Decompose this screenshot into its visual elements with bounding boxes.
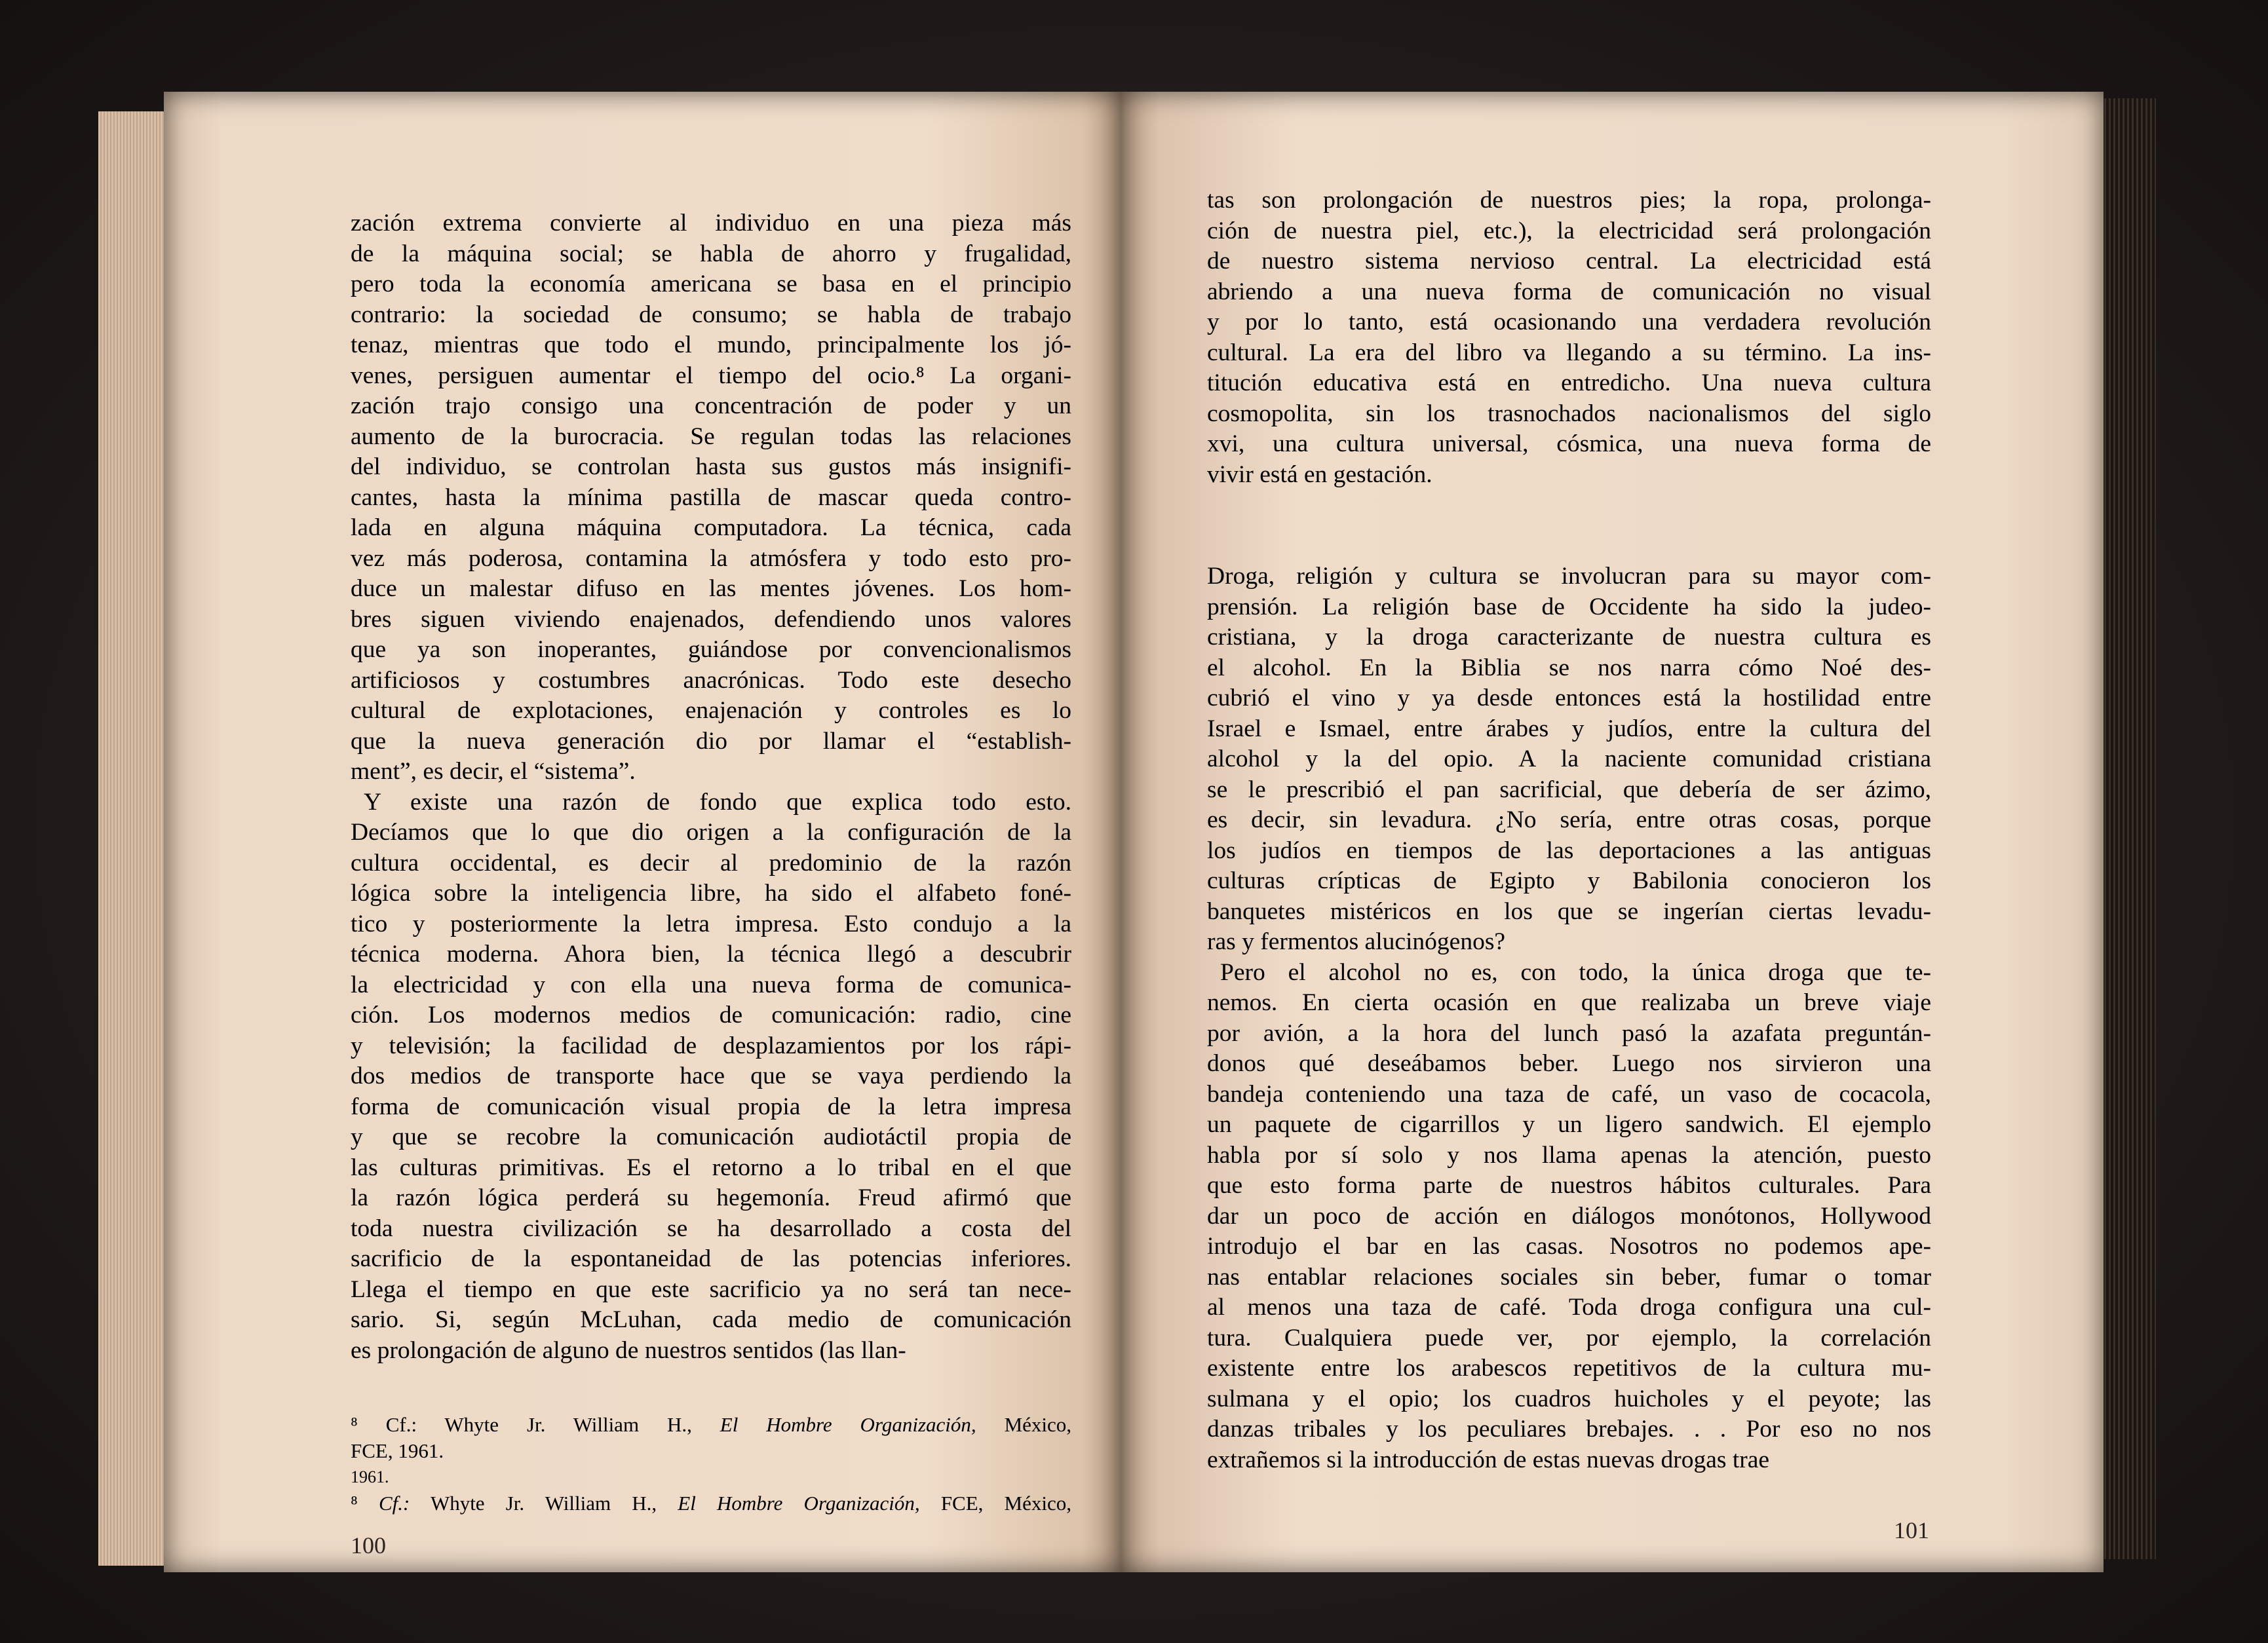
text-line: los judíos en tiempos de las deportaciones a las antiguas	[1207, 837, 1931, 864]
text-line: al menos una taza de café. Toda droga configura una cul-	[1207, 1294, 1931, 1321]
text-line: tura. Cualquiera puede ver, por ejemplo, la correlación	[1207, 1324, 1931, 1351]
text-line: y que se recobre la comunicación audiotáctil propia de	[351, 1124, 1071, 1150]
footnote-2: ⁸ Cf.: Whyte Jr. William H., El Hombre Organización, FCE, México,	[351, 1492, 1072, 1515]
text-line: culturas crípticas de Egipto y Babilonia conocieron los	[1207, 867, 1931, 894]
text-line: existente entre los arabescos repetitivos de la cultura mu-	[1207, 1355, 1931, 1382]
text-line: aumento de la burocracia. Se regulan todas las relaciones	[351, 423, 1071, 450]
footnote-stray-text: 1961.	[351, 1467, 389, 1486]
text-line: alcohol y la del opio. A la naciente comunidad cristiana	[1207, 746, 1931, 772]
right-page-body-top	[1207, 185, 1931, 490]
page-edges-left	[98, 111, 170, 1566]
text-line: es decir, sin levadura. ¿No sería, entre otras cosas, porque	[1207, 806, 1931, 833]
text-line: habla por sí solo y nos llama apenas la atención, puesto	[1207, 1141, 1931, 1169]
page-number-left: 100	[351, 1532, 386, 1558]
text-line: la electricidad y con ella una nueva forma de comunica-	[351, 971, 1071, 998]
text-line: las culturas primitivas. Es el retorno a lo tribal en el que	[351, 1154, 1071, 1181]
text-line: Y existe una razón de fondo que explica todo esto.	[364, 788, 1071, 816]
page-number-right: 101	[1894, 1517, 1929, 1543]
text-line: cantes, hasta la mínima pastilla de mascar queda contro-	[351, 483, 1071, 511]
text-line: de la máquina social; se habla de ahorro y frugalidad,	[351, 240, 1071, 267]
text-line: lógica sobre la inteligencia libre, ha sido el alfabeto foné-	[351, 880, 1071, 907]
text-line: danzas tribales y los peculiares brebajes. . . Por eso no nos	[1207, 1416, 1931, 1443]
text-line: sario. Si, según McLuhan, cada medio de comunicación	[351, 1306, 1071, 1333]
text-line: sacrificio de la espontaneidad de las potencias inferiores.	[351, 1245, 1071, 1272]
text-line: ción de nuestra piel, etc.), la electricidad será prolongación	[1207, 217, 1931, 244]
text-line: venes, persiguen aumentar el tiempo del ocio.⁸ La organi-	[351, 362, 1071, 389]
text-line: pero toda la economía americana se basa en el principio	[351, 271, 1071, 297]
text-line: y por lo tanto, está ocasionando una verdadera revolución	[1207, 309, 1931, 335]
text-line: sulmana y el opio; los cuadros huicholes y el peyote; las	[1207, 1385, 1931, 1412]
text-line: el alcohol. En la Biblia se nos narra cómo Noé des-	[1207, 654, 1931, 681]
text-line: extrañemos si la introducción de estas nuevas drogas trae	[1207, 1446, 1770, 1473]
text-line: contrario: la sociedad de consumo; se habla de trabajo	[351, 301, 1071, 328]
page-edges-right	[2097, 98, 2156, 1559]
text-line: ment”, es decir, el “sistema”.	[351, 758, 636, 785]
text-line: dar un poco de acción en diálogos monótonos, Hollywood	[1207, 1202, 1931, 1230]
text-line: lada en alguna máquina computadora. La técnica, cada	[351, 514, 1071, 541]
text-line: que esto forma parte de nuestros hábitos culturales. Para	[1207, 1172, 1931, 1199]
text-line: xvi, una cultura universal, cósmica, una nueva forma de	[1207, 430, 1931, 457]
text-line: tenaz, mientras que todo el mundo, principalmente los jó-	[351, 331, 1071, 358]
text-line: técnica moderna. Ahora bien, la técnica llegó a descubrir	[351, 941, 1071, 968]
text-line: cultural. La era del libro va llegando a su término. La ins-	[1207, 339, 1931, 366]
text-line: donos qué deseábamos beber. Luego nos sirvieron una	[1207, 1050, 1931, 1077]
text-line: ras y fermentos alucinógenos?	[1207, 928, 1506, 955]
footnote-1: ⁸ Cf.: Whyte Jr. William H., El Hombre Organización, México,	[351, 1413, 1072, 1436]
text-line: Llega el tiempo en que este sacrificio ya no será tan nece-	[351, 1275, 1071, 1303]
text-line: tas son prolongación de nuestros pies; la ropa, prolonga-	[1207, 187, 1931, 214]
text-line: por avión, a la hora del lunch pasó la azafata preguntán-	[1207, 1019, 1931, 1047]
text-line: se le prescribió el pan sacrificial, que debería de ser ázimo,	[1207, 776, 1931, 803]
text-line: titución educativa está en entredicho. Una nueva cultura	[1207, 369, 1931, 396]
text-line: Droga, religión y cultura se involucran para su mayor com-	[1207, 563, 1931, 590]
text-line: artificiosos y costumbres anacrónicas. Todo este desecho	[351, 666, 1071, 694]
text-line: duce un malestar difuso en las mentes jóvenes. Los hom-	[351, 575, 1071, 602]
text-line: forma de comunicación visual propia de la letra impresa	[351, 1093, 1071, 1120]
left-page-footnotes	[351, 1412, 1071, 1517]
text-line: banquetes mistéricos en los que se ingerían ciertas levadu-	[1207, 897, 1931, 925]
text-line: vivir está en gestación.	[1207, 461, 1432, 488]
text-line: que ya son inoperantes, guiándose por convencionalismos	[351, 636, 1071, 663]
text-line: ción. Los modernos medios de comunicación: radio, cine	[351, 1002, 1071, 1029]
text-line: es prolongación de alguno de nuestros sentidos (las llan-	[351, 1336, 906, 1364]
text-line: de nuestro sistema nervioso central. La electricidad está	[1207, 248, 1931, 274]
text-line: Israel e Ismael, entre árabes y judíos, entre la cultura del	[1207, 715, 1931, 742]
text-line: bandeja conteniendo una taza de café, un vaso de cocacola,	[1207, 1080, 1931, 1108]
left-page-body	[351, 208, 1071, 1366]
text-line: nemos. En cierta ocasión en que realizaba un breve viaje	[1207, 989, 1931, 1016]
text-line: y televisión; la facilidad de desplazamientos por los rápi-	[351, 1032, 1071, 1059]
text-line: que la nueva generación dio por llamar el “establish-	[351, 727, 1071, 755]
text-line: Pero el alcohol no es, con todo, la única droga que te-	[1220, 958, 1931, 986]
footnote-1-line-2: FCE, 1961.	[351, 1439, 444, 1462]
text-line: del individuo, se controlan hasta sus gustos más insignifi-	[351, 453, 1071, 480]
text-line: cosmopolita, sin los trasnochados nacionalismos del siglo	[1207, 400, 1931, 427]
text-line: toda nuestra civilización se ha desarrollado a costa del	[351, 1215, 1071, 1242]
text-line: cristiana, y la droga caracterizante de nuestra cultura es	[1207, 624, 1931, 651]
text-line: Decíamos que lo que dio origen a la configuración de la	[351, 819, 1071, 846]
text-line: bres siguen viviendo enajenados, defendiendo unos valores	[351, 605, 1071, 633]
text-line: zación trajo consigo una concentración de poder y un	[351, 392, 1071, 419]
text-line: tico y posteriormente la letra impresa. Esto condujo a la	[351, 910, 1071, 937]
text-line: abriendo a una nueva forma de comunicación no visual	[1207, 278, 1931, 305]
text-line: nas entablar relaciones sociales sin beber, fumar o tomar	[1207, 1263, 1931, 1291]
text-line: cultural de explotaciones, enajenación y controles es lo	[351, 697, 1071, 724]
text-line: la razón lógica perderá su hegemonía. Freud afirmó que	[351, 1184, 1071, 1211]
text-line: prensión. La religión base de Occidente ha sido la judeo-	[1207, 593, 1931, 620]
text-line: vez más poderosa, contamina la atmósfera y todo esto pro-	[351, 544, 1071, 572]
text-line: cubrió el vino y ya desde entonces está la hostilidad entre	[1207, 685, 1931, 711]
text-line: dos medios de transporte hace que se vaya perdiendo la	[351, 1063, 1071, 1089]
text-line: introdujo el bar en las casas. Nosotros no podemos ape-	[1207, 1233, 1931, 1260]
right-page-body-bottom	[1207, 561, 1931, 1475]
text-line: un paquete de cigarrillos y un ligero sandwich. El ejemplo	[1207, 1111, 1931, 1138]
text-line: cultura occidental, es decir al predominio de la razón	[351, 849, 1071, 877]
text-line: zación extrema convierte al individuo en una pieza más	[351, 210, 1071, 236]
